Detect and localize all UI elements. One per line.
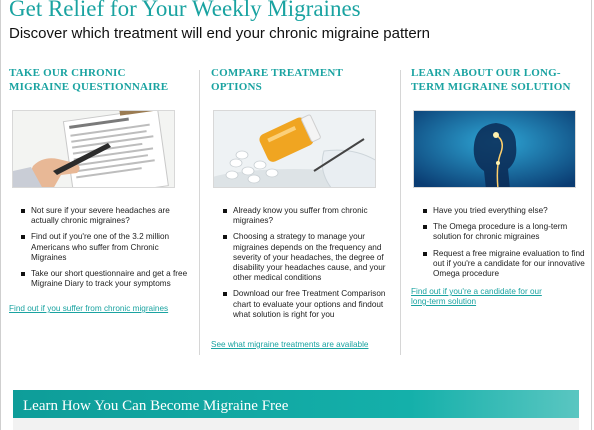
treatment-column — [211, 66, 396, 349]
heading-line: COMPARE TREATMENT — [211, 67, 344, 79]
list-item-text: Already know you suffer from chronic migraines? — [233, 206, 368, 226]
heading-line: OPTIONS — [211, 81, 262, 93]
questionnaire-link[interactable]: Find out if you suffer from chronic migraines — [9, 304, 169, 313]
bullet-icon — [223, 292, 227, 296]
head-neuro-photo — [413, 110, 576, 188]
list-item-text: The Omega procedure is a long-term solution for chronic migraines — [433, 222, 568, 242]
banner-text: Learn How You Can Become Migraine Free — [23, 398, 289, 414]
solution-column — [411, 66, 594, 306]
list-item — [223, 206, 393, 226]
list-item-text: Find out if you're one of the 3.2 million Americans who suffer from Chronic Migraines — [31, 232, 170, 262]
column-divider — [199, 70, 200, 355]
heading-line: TAKE OUR CHRONIC — [9, 67, 126, 79]
list-item — [423, 222, 593, 242]
questionnaire-heading — [9, 66, 194, 100]
list-item-text: Take our short questionnaire and get a free Migraine Diary to track your symptoms — [31, 269, 188, 289]
column-divider — [400, 70, 401, 355]
page-subtitle: Discover which treatment will end your chronic migraine pattern — [9, 25, 431, 42]
list-item-text: Download our free Treatment Comparison chart to evaluate your options and findout what solution is right for you — [233, 289, 386, 319]
heading-line: TERM MIGRAINE SOLUTION — [411, 81, 571, 93]
list-item — [21, 232, 191, 263]
treatments-link[interactable]: See what migraine treatments are available — [211, 340, 369, 349]
list-item-text: Choosing a strategy to manage your migraines depends on the frequency and severity of your headaches, the degree of disability your headaches cause, and your other medical conditions — [233, 232, 386, 283]
bullet-icon — [423, 225, 427, 229]
solution-heading — [411, 66, 594, 100]
bullet-icon — [21, 209, 25, 213]
heading-line: LEARN ABOUT OUR LONG- — [411, 67, 561, 79]
bullet-icon — [423, 209, 427, 213]
pills-photo — [213, 110, 376, 188]
list-item — [223, 289, 393, 320]
candidate-link[interactable]: Find out if you're a candidate for our long-term solution — [411, 287, 542, 306]
heading-line: MIGRAINE QUESTIONNAIRE — [9, 81, 169, 93]
treatment-heading — [211, 66, 396, 100]
list-item-text: Request a free migraine evaluation to find out if you're a candidate for our innovative Omega procedure — [433, 248, 585, 279]
questionnaire-photo — [12, 110, 175, 188]
bullet-icon — [223, 209, 227, 213]
list-item — [21, 206, 191, 226]
list-item — [223, 232, 393, 283]
list-item-text: Have you tried everything else? — [433, 206, 548, 215]
questionnaire-bullets — [9, 206, 191, 295]
bullet-icon — [21, 235, 25, 239]
questionnaire-column — [9, 66, 194, 313]
treatment-bullets — [211, 206, 393, 326]
list-item — [423, 249, 593, 280]
bullet-icon — [423, 252, 427, 256]
list-item — [21, 269, 191, 289]
bullet-icon — [21, 272, 25, 276]
list-item-text: Not sure if your severe headaches are actually chronic migraines? — [31, 206, 170, 226]
solution-bullets — [411, 206, 593, 285]
list-item — [423, 206, 593, 216]
bullet-icon — [223, 235, 227, 239]
banner-bottom-panel — [13, 418, 579, 430]
page-title: Get Relief for Your Weekly Migraines — [9, 0, 361, 21]
